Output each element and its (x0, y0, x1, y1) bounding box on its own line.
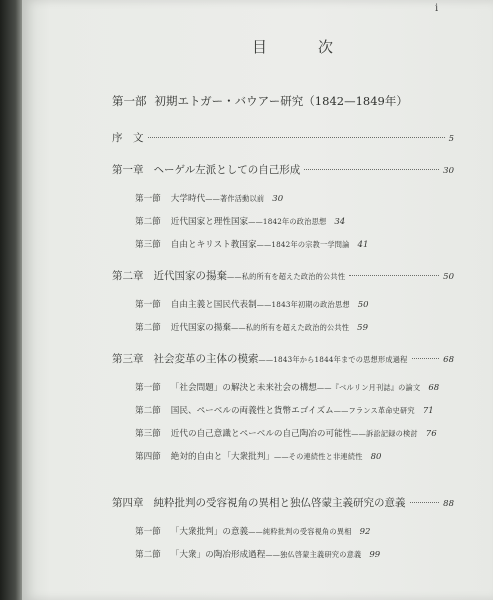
toc-title: 自由とキリスト教国家 (170, 240, 257, 250)
toc-page-number: 50 (357, 300, 369, 310)
toc-section-row (135, 298, 369, 310)
toc-section-row (135, 238, 368, 250)
toc-subtitle: ——著作活動以前 (205, 194, 265, 203)
toc-page-number: 80 (370, 452, 382, 462)
toc-label: 第二節 (135, 406, 161, 416)
toc-subtitle: ——1843年から1844年までの思想形成過程 (258, 355, 408, 364)
toc-label: 第三節 (135, 240, 161, 250)
toc-subtitle: ——訴訟記録の検討 (351, 429, 418, 438)
toc-page-number: 92 (359, 527, 371, 537)
toc-chapter-row (112, 351, 454, 366)
toc-page-number: 50 (443, 272, 454, 282)
book-page (22, 0, 493, 600)
toc-label: 第一節 (135, 527, 161, 537)
toc-section-row (135, 192, 283, 204)
toc-section-row (135, 381, 439, 393)
toc-title: 近代の自己意識とペーベルの自己陶冶の可能性 (170, 429, 352, 439)
dot-leader (410, 502, 440, 503)
toc-label: 第一節 (135, 383, 161, 393)
toc-page-number: 99 (369, 550, 381, 560)
toc-title: 近代国家の揚棄 (170, 323, 231, 333)
toc-label: 第四章 (112, 497, 144, 509)
toc-title: 大学時代 (170, 194, 206, 204)
toc-page-number: 71 (422, 406, 434, 416)
dot-leader (412, 358, 440, 359)
toc-label: 序 文 (112, 132, 144, 144)
toc-section-row (135, 321, 368, 333)
dot-leader (304, 169, 439, 170)
dot-leader (148, 137, 445, 138)
toc-subtitle: ——フランス革命史研究 (333, 406, 415, 415)
toc-label: 第一節 (135, 300, 161, 310)
toc-page-number: 5 (448, 134, 454, 144)
toc-label: 第二節 (135, 217, 161, 227)
toc-page-number: 30 (272, 194, 284, 204)
toc-label: 第一章 (112, 164, 144, 176)
toc-section-row (135, 427, 437, 439)
toc-title: 「大衆批判」の意義 (170, 527, 249, 537)
toc-subtitle: ——私的所有を超えた政治的公共性 (227, 272, 346, 281)
toc-chapter-row (112, 495, 454, 510)
page-corner-mark: i (435, 3, 439, 14)
toc-subtitle: ——私的所有を超えた政治的公共性 (230, 323, 350, 332)
toc-label: 第一節 (135, 194, 161, 204)
toc-title: 「大衆」の陶冶形成過程 (170, 550, 266, 560)
toc-title: 絶対的自由と「大衆批判」 (170, 452, 274, 462)
toc-title: ヘーゲル左派としての自己形成 (153, 164, 301, 176)
toc-page-number: 41 (357, 240, 369, 250)
part-number: 第一部 (112, 94, 147, 108)
part-heading (112, 93, 408, 109)
toc-page-number: 59 (357, 323, 368, 333)
toc-chapter-row (112, 268, 454, 283)
toc-title: 「社会問題」の解決と未来社会の構想 (170, 383, 317, 393)
toc-page-number: 76 (425, 429, 437, 439)
toc-label: 第二節 (135, 323, 161, 333)
toc-subtitle: ——その連続性と非連続性 (273, 452, 363, 461)
book-spine-shadow (0, 0, 22, 600)
toc-label: 第三章 (112, 353, 144, 365)
toc-title: 国民、ペーベルの両義性と貨幣エゴイズム (170, 406, 334, 416)
toc-title: 純粋批判の受容視角の異相と独仏啓蒙主義研究の意義 (153, 497, 406, 509)
toc-title: 自由主義と国民代表制 (170, 300, 257, 310)
part-title: 初期エトガー・バウアー研究（1842—1849年） (154, 94, 408, 108)
toc-title: 近代国家と理性国家 (170, 217, 249, 227)
toc-section-row (135, 525, 370, 537)
toc-section-row (135, 215, 345, 227)
toc-subtitle: ——純粋批判の受容視角の異相 (248, 527, 352, 536)
toc-section-row (135, 450, 381, 462)
toc-title: 社会変革の主体の模索 (153, 353, 259, 365)
toc-label: 第二章 (112, 270, 144, 282)
toc-chapter-row (112, 162, 454, 177)
page-title: 目 次 (252, 38, 352, 56)
toc-page-number: 68 (428, 383, 440, 393)
toc-subtitle: ——1842年の政治思想 (248, 217, 327, 226)
toc-label: 第二節 (135, 550, 161, 560)
toc-page-number: 68 (443, 355, 454, 365)
toc-title: 近代国家の揚棄 (153, 270, 227, 282)
toc-page-number: 30 (443, 166, 454, 176)
toc-page-number: 34 (334, 217, 346, 227)
toc-page-number: 88 (443, 499, 454, 509)
toc-subtitle: ——独仏啓蒙主義研究の意義 (265, 550, 362, 559)
toc-label: 第四節 (135, 452, 161, 462)
toc-chapter-row (112, 130, 454, 145)
toc-subtitle: ——1842年の宗教一学問論 (256, 240, 350, 249)
dot-leader (349, 275, 439, 276)
toc-section-row (135, 404, 434, 416)
toc-subtitle: ——『ベルリン月刊誌』の論文 (316, 383, 421, 392)
toc-label: 第三節 (135, 429, 161, 439)
toc-subtitle: ——1843年初期の政治思想 (256, 300, 350, 309)
toc-section-row (135, 548, 380, 560)
